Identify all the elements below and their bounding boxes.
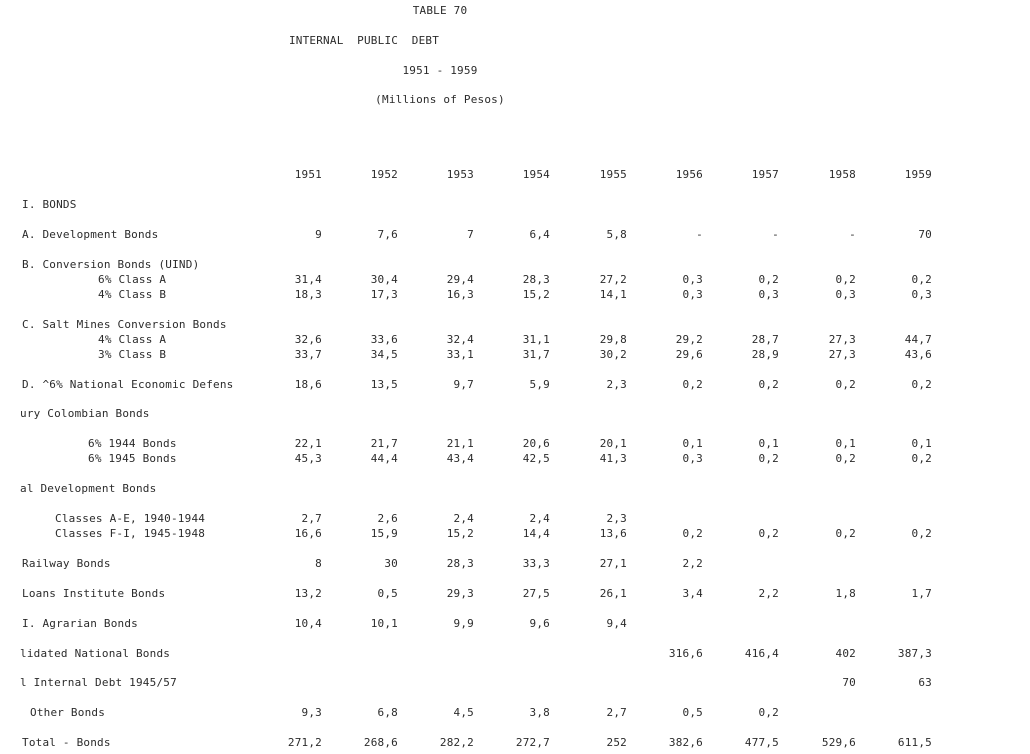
table-cell: 33,1 <box>446 348 474 361</box>
table-cell: 31,4 <box>294 273 322 286</box>
table-cell: 27,1 <box>599 557 627 570</box>
table-cell: 21,7 <box>370 437 398 450</box>
table-cell: 0,2 <box>911 452 932 465</box>
column-header: 1953 <box>446 168 474 181</box>
table-cell: 2,2 <box>758 587 779 600</box>
table-cell: 44,7 <box>904 333 932 346</box>
table-cell: 43,4 <box>446 452 474 465</box>
column-header: 1956 <box>675 168 703 181</box>
row-label: lidated National Bonds <box>20 647 171 660</box>
row-label: D. ^6% National Economic Defens <box>22 378 234 391</box>
table-cell: 0,2 <box>835 378 856 391</box>
table-cell: 2,2 <box>682 557 703 570</box>
table-cell: 44,4 <box>370 452 398 465</box>
table-cell: 6,8 <box>377 706 398 719</box>
table-cell: 30,2 <box>599 348 627 361</box>
table-cell: 0,2 <box>911 273 932 286</box>
column-header: 1955 <box>599 168 627 181</box>
table-cell: 282,2 <box>439 736 474 749</box>
table-cell: 387,3 <box>897 647 932 660</box>
table-cell: 18,6 <box>294 378 322 391</box>
table-cell: 32,6 <box>294 333 322 346</box>
table-cell: 26,1 <box>599 587 627 600</box>
table-cell: 402 <box>835 647 856 660</box>
row-label: Total - Bonds <box>22 736 111 749</box>
table-cell: 33,7 <box>294 348 322 361</box>
column-header: 1952 <box>370 168 398 181</box>
row-label: B. Conversion Bonds (UIND) <box>22 258 200 271</box>
table-cell: 0,2 <box>835 527 856 540</box>
row-label: 4% Class B <box>98 288 167 301</box>
table-cell: 0,1 <box>682 437 703 450</box>
table-cell: 27,3 <box>828 348 856 361</box>
table-cell: 20,6 <box>522 437 550 450</box>
column-header: 1958 <box>828 168 856 181</box>
table-cell: 70 <box>842 676 856 689</box>
table-cell: 0,1 <box>911 437 932 450</box>
table-cell: 22,1 <box>294 437 322 450</box>
table-cell: 43,6 <box>904 348 932 361</box>
table-cell: 0,1 <box>758 437 779 450</box>
table-cell: 5,8 <box>606 228 627 241</box>
table-cell: 477,5 <box>744 736 779 749</box>
table-cell: 0,2 <box>682 527 703 540</box>
table-cell: 29,2 <box>675 333 703 346</box>
row-label: Loans Institute Bonds <box>22 587 166 600</box>
row-label: 6% 1945 Bonds <box>88 452 177 465</box>
table-cell: 0,3 <box>682 288 703 301</box>
table-cell: 0,2 <box>758 273 779 286</box>
table-cell: 15,2 <box>522 288 550 301</box>
table-cell: 14,1 <box>599 288 627 301</box>
table-cell: 13,5 <box>370 378 398 391</box>
table-cell: 7,6 <box>377 228 398 241</box>
table-cell: 3,8 <box>529 706 550 719</box>
table-cell: 30 <box>384 557 398 570</box>
table-cell: 27,5 <box>522 587 550 600</box>
table-cell: 13,6 <box>599 527 627 540</box>
table-cell: 28,9 <box>751 348 779 361</box>
table-cell: 41,3 <box>599 452 627 465</box>
table-cell: 0,2 <box>758 527 779 540</box>
row-label: Classes F-I, 1945-1948 <box>55 527 206 540</box>
table-cell: 14,4 <box>522 527 550 540</box>
table-cell: 0,2 <box>682 378 703 391</box>
table-cell: 0,2 <box>758 706 779 719</box>
column-header: 1959 <box>904 168 932 181</box>
table-cell: 3,4 <box>682 587 703 600</box>
table-cell: 0,1 <box>835 437 856 450</box>
table-cell: 416,4 <box>744 647 779 660</box>
table-cell: - <box>772 228 779 241</box>
row-label: Classes A-E, 1940-1944 <box>55 512 206 525</box>
table-cell: 27,2 <box>599 273 627 286</box>
table-cell: 2,4 <box>453 512 474 525</box>
table-cell: 15,2 <box>446 527 474 540</box>
row-label: Railway Bonds <box>22 557 111 570</box>
table-cell: 10,4 <box>294 617 322 630</box>
table-cell: 31,7 <box>522 348 550 361</box>
table-cell: 17,3 <box>370 288 398 301</box>
table-cell: 7 <box>467 228 474 241</box>
table-cell: 20,1 <box>599 437 627 450</box>
table-cell: 18,3 <box>294 288 322 301</box>
table-cell: 21,1 <box>446 437 474 450</box>
row-label: ury Colombian Bonds <box>20 407 150 420</box>
table-cell: 29,8 <box>599 333 627 346</box>
table-years: 1951 - 1959 <box>402 64 478 77</box>
row-label: al Development Bonds <box>20 482 157 495</box>
row-label: A. Development Bonds <box>22 228 159 241</box>
table-cell: - <box>849 228 856 241</box>
table-cell: 5,9 <box>529 378 550 391</box>
table-cell: 30,4 <box>370 273 398 286</box>
table-cell: 45,3 <box>294 452 322 465</box>
table-cell: 6,4 <box>529 228 550 241</box>
table-cell: 9,4 <box>606 617 627 630</box>
table-cell: 2,3 <box>606 512 627 525</box>
table-cell: - <box>696 228 703 241</box>
table-cell: 32,4 <box>446 333 474 346</box>
table-cell: 70 <box>918 228 932 241</box>
column-header: 1957 <box>751 168 779 181</box>
table-cell: 0,2 <box>911 527 932 540</box>
table-cell: 0,2 <box>758 378 779 391</box>
table-cell: 0,2 <box>835 273 856 286</box>
table-cell: 0,3 <box>911 288 932 301</box>
table-cell: 13,2 <box>294 587 322 600</box>
table-cell: 31,1 <box>522 333 550 346</box>
table-cell: 0,5 <box>682 706 703 719</box>
table-cell: 0,3 <box>758 288 779 301</box>
table-cell: 28,3 <box>446 557 474 570</box>
table-cell: 2,7 <box>606 706 627 719</box>
row-label: Other Bonds <box>30 706 106 719</box>
table-cell: 0,2 <box>758 452 779 465</box>
table-cell: 0,3 <box>682 452 703 465</box>
table-cell: 2,6 <box>377 512 398 525</box>
table-cell: 28,3 <box>522 273 550 286</box>
table-cell: 27,3 <box>828 333 856 346</box>
table-cell: 29,4 <box>446 273 474 286</box>
table-cell: 0,3 <box>835 288 856 301</box>
table-cell: 0,5 <box>377 587 398 600</box>
row-label: 3% Class B <box>98 348 167 361</box>
table-cell: 29,3 <box>446 587 474 600</box>
table-cell: 16,6 <box>294 527 322 540</box>
table-cell: 1,7 <box>911 587 932 600</box>
row-label: 4% Class A <box>98 333 167 346</box>
table-title: INTERNAL PUBLIC DEBT <box>288 34 440 47</box>
table-cell: 529,6 <box>821 736 856 749</box>
table-cell: 34,5 <box>370 348 398 361</box>
table-cell: 271,2 <box>287 736 322 749</box>
row-label: C. Salt Mines Conversion Bonds <box>22 318 227 331</box>
table-cell: 9,6 <box>529 617 550 630</box>
table-cell: 9,7 <box>453 378 474 391</box>
table-number: TABLE 70 <box>412 4 468 17</box>
column-header: 1954 <box>522 168 550 181</box>
table-cell: 316,6 <box>668 647 703 660</box>
row-label: 6% 1944 Bonds <box>88 437 177 450</box>
table-cell: 0,2 <box>911 378 932 391</box>
table-cell: 2,3 <box>606 378 627 391</box>
table-cell: 42,5 <box>522 452 550 465</box>
table-cell: 33,6 <box>370 333 398 346</box>
table-cell: 2,7 <box>301 512 322 525</box>
table-cell: 611,5 <box>897 736 932 749</box>
table-cell: 4,5 <box>453 706 474 719</box>
row-label: 6% Class A <box>98 273 167 286</box>
table-cell: 9,3 <box>301 706 322 719</box>
table-cell: 10,1 <box>370 617 398 630</box>
table-cell: 0,3 <box>682 273 703 286</box>
table-cell: 33,3 <box>522 557 550 570</box>
table-cell: 9 <box>315 228 322 241</box>
row-label: l Internal Debt 1945/57 <box>20 676 177 689</box>
table-cell: 382,6 <box>668 736 703 749</box>
table-cell: 268,6 <box>363 736 398 749</box>
table-cell: 9,9 <box>453 617 474 630</box>
table-cell: 63 <box>918 676 932 689</box>
row-label: I. Agrarian Bonds <box>22 617 138 630</box>
table-cell: 2,4 <box>529 512 550 525</box>
table-cell: 8 <box>315 557 322 570</box>
table-cell: 272,7 <box>515 736 550 749</box>
table-cell: 29,6 <box>675 348 703 361</box>
row-label: I. BONDS <box>22 198 77 211</box>
table-cell: 0,2 <box>835 452 856 465</box>
column-header: 1951 <box>294 168 322 181</box>
table-cell: 15,9 <box>370 527 398 540</box>
table-cell: 252 <box>606 736 627 749</box>
table-cell: 16,3 <box>446 288 474 301</box>
table-cell: 28,7 <box>751 333 779 346</box>
table-units: (Millions of Pesos) <box>375 93 505 106</box>
table-cell: 1,8 <box>835 587 856 600</box>
